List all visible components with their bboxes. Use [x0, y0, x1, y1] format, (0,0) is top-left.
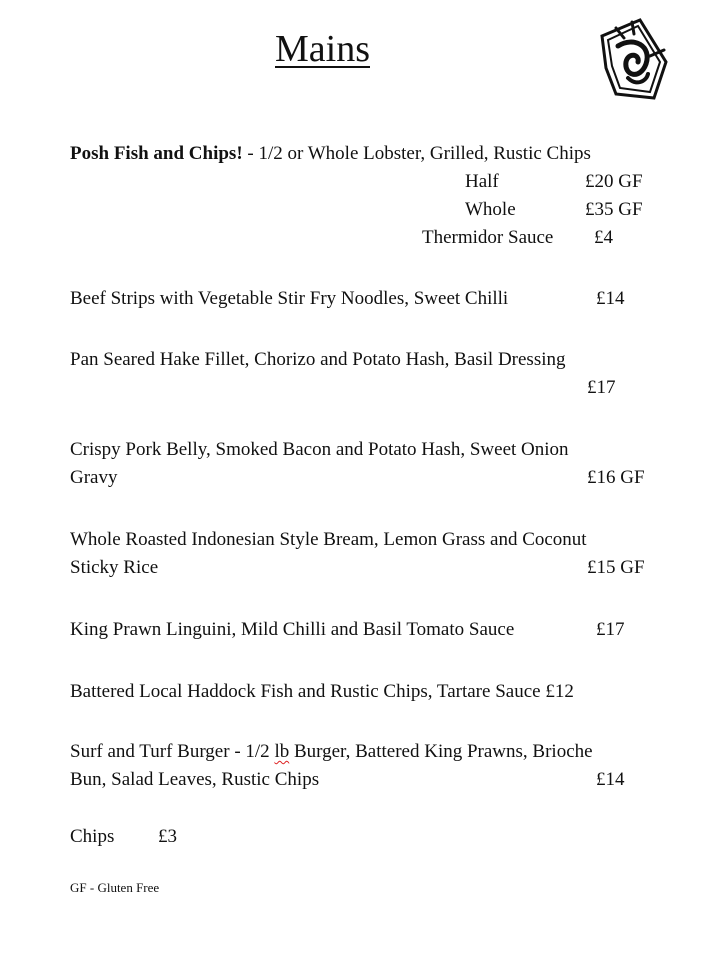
menu-item-pork-belly: Crispy Pork Belly, Smoked Bacon and Potato Hash, Sweet Onion	[70, 439, 569, 460]
lobster-dish-name: Posh Fish and Chips!	[70, 143, 243, 164]
menu-item-pork-belly-cont: Gravy	[70, 467, 118, 488]
price-chips: £3	[158, 826, 177, 847]
haddock-description: Battered Local Haddock Fish and Rustic Chips, Tartare Sauce	[70, 681, 541, 702]
option-label-thermidor: Thermidor Sauce	[422, 227, 554, 248]
menu-item-surf-turf-cont: Bun, Salad Leaves, Rustic Chips	[70, 769, 320, 790]
menu-item-linguini: King Prawn Linguini, Mild Chilli and Basil Tomato Sauce	[70, 619, 515, 640]
menu-item-hake: Pan Seared Hake Fillet, Chorizo and Potato Hash, Basil Dressing	[70, 349, 566, 370]
option-price-half: £20 GF	[585, 171, 643, 192]
menu-item-surf-turf	[70, 740, 593, 764]
side-chips: Chips	[70, 826, 115, 847]
price-haddock: £12	[545, 681, 574, 702]
surf-turf-text-b: Burger, Battered King Prawns, Brioche	[289, 741, 593, 762]
price-linguini: £17	[596, 619, 625, 640]
price-bream: £15 GF	[587, 557, 645, 578]
menu-item-haddock	[70, 680, 574, 704]
option-label-half: Half	[465, 171, 499, 192]
price-surf-turf: £14	[596, 769, 625, 790]
menu-item-bream: Whole Roasted Indonesian Style Bream, Lemon Grass and Coconut	[70, 529, 587, 550]
page-title: Mains	[275, 28, 370, 70]
surf-turf-spellcheck-word: lb	[274, 741, 290, 762]
gluten-free-footnote: GF - Gluten Free	[70, 880, 160, 895]
lobster-sketch-icon	[594, 16, 672, 104]
option-price-thermidor: £4	[594, 227, 613, 248]
price-beef-strips: £14	[596, 288, 625, 309]
option-price-whole: £35 GF	[585, 199, 643, 220]
lobster-dish-description: - 1/2 or Whole Lobster, Grilled, Rustic Chips	[242, 143, 591, 164]
menu-item-bream-cont: Sticky Rice	[70, 557, 159, 578]
option-label-whole: Whole	[465, 199, 516, 220]
price-hake: £17	[587, 377, 616, 398]
price-pork-belly: £16 GF	[587, 467, 645, 488]
menu-item-lobster	[70, 142, 591, 166]
menu-item-beef-strips: Beef Strips with Vegetable Stir Fry Noodles, Sweet Chilli	[70, 288, 509, 309]
surf-turf-text-a: Surf and Turf Burger - 1/2	[70, 741, 275, 762]
